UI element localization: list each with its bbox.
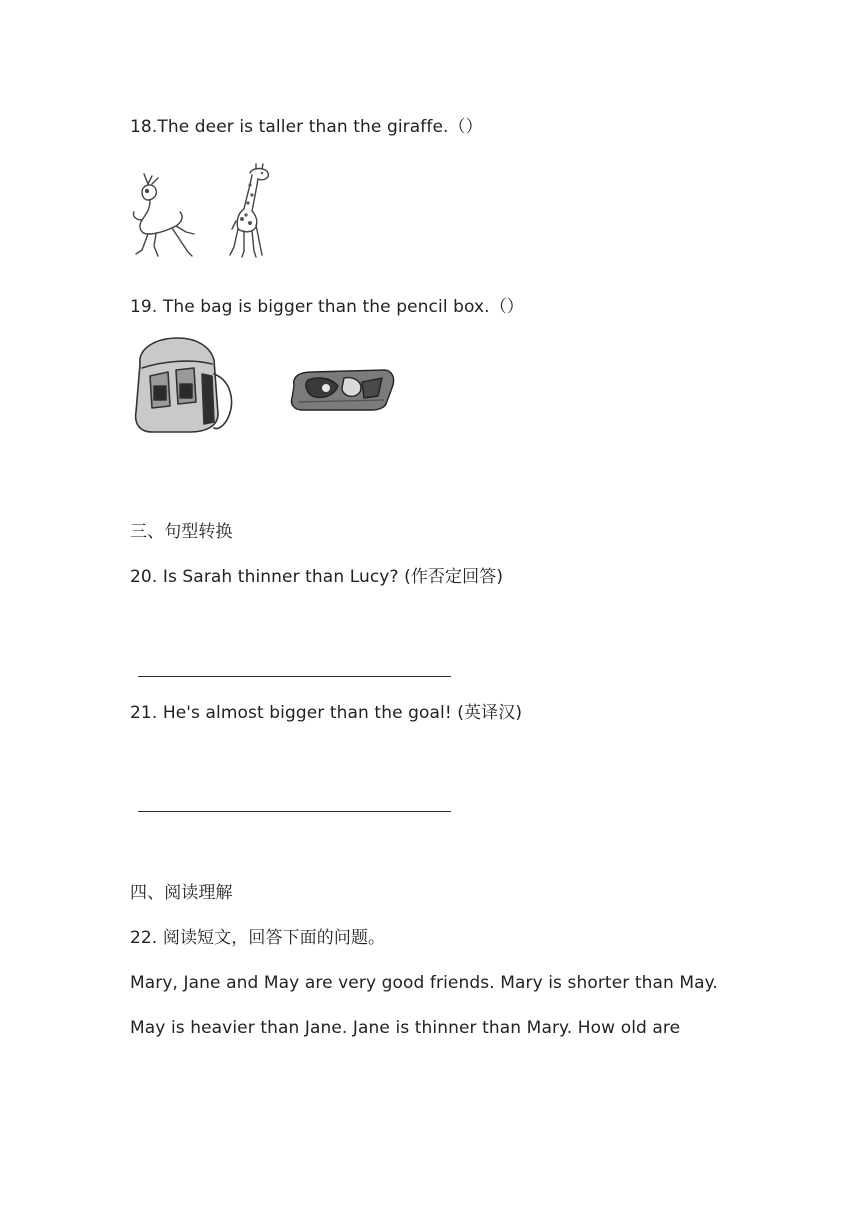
question-19: 19. The bag is bigger than the pencil box.（） bbox=[130, 297, 524, 317]
question-21: 21. He's almost bigger than the goal! (英译汉) bbox=[130, 703, 523, 723]
section-heading-4: 四、阅读理解 bbox=[130, 883, 233, 903]
answer-line-20[interactable] bbox=[138, 676, 451, 677]
section-heading-3: 三、句型转换 bbox=[130, 522, 233, 542]
question-20: 20. Is Sarah thinner than Lucy? (作否定回答) bbox=[130, 567, 504, 587]
passage-line-1: Mary, Jane and May are very good friends. Mary is shorter than May. bbox=[130, 973, 718, 993]
giraffe-image bbox=[222, 163, 272, 261]
answer-line-21[interactable] bbox=[138, 811, 451, 812]
deer-image bbox=[128, 170, 198, 262]
question-18: 18.The deer is taller than the giraffe.（） bbox=[130, 117, 483, 137]
passage-line-2: May is heavier than Jane. Jane is thinner than Mary. How old are bbox=[130, 1018, 681, 1038]
pencil-box-image bbox=[288, 366, 396, 412]
question-22: 22. 阅读短文，回答下面的问题。 bbox=[130, 928, 386, 948]
schoolbag-image bbox=[130, 334, 240, 440]
